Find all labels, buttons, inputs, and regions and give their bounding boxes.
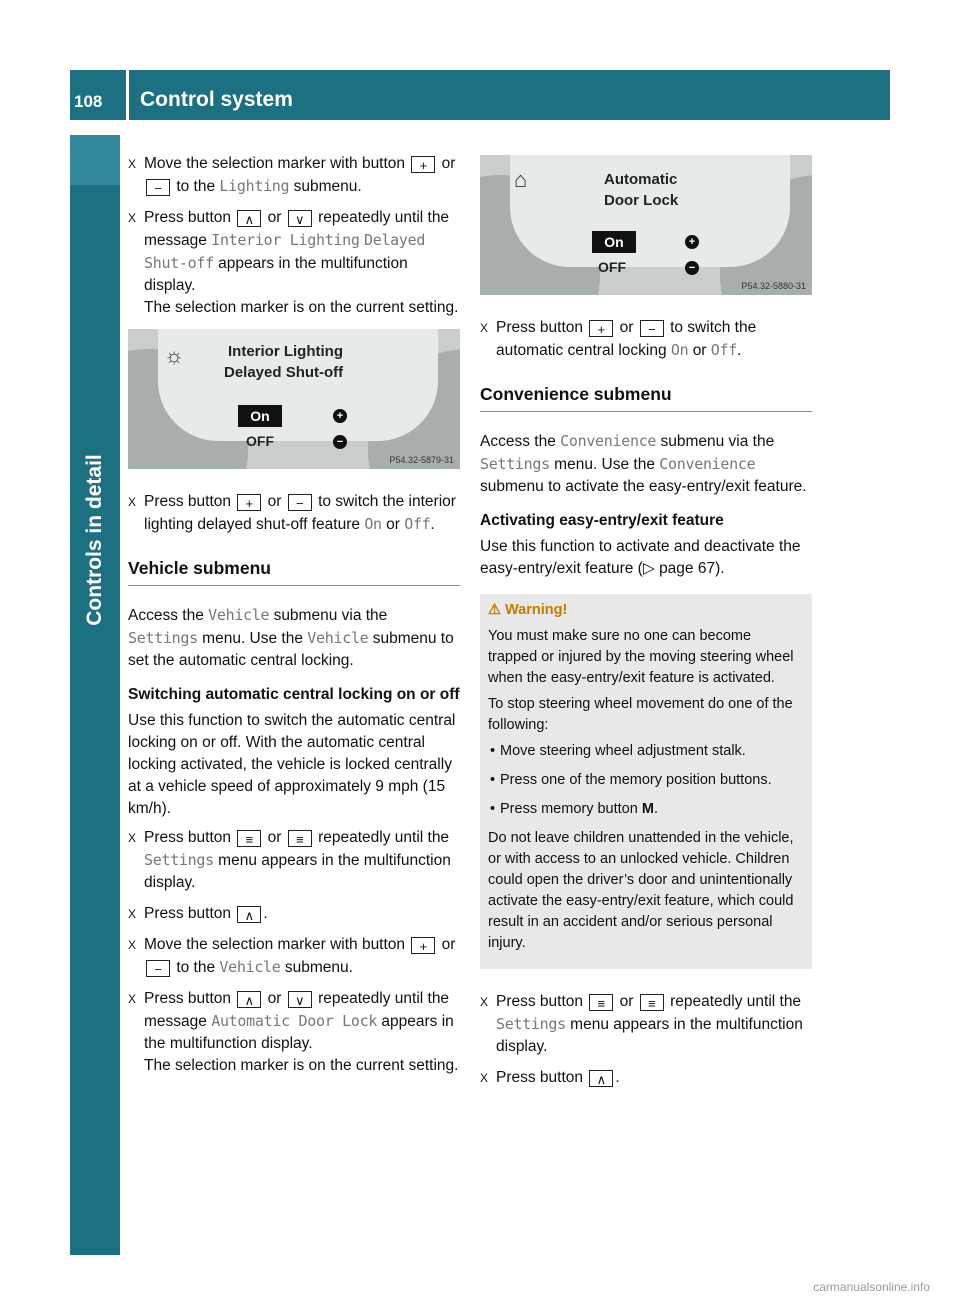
- step: X Press button ∧ or ∨ repeatedly until the message Automatic Door Lock appears in the multifunction display. The selection marker is on the current setting.: [128, 990, 459, 1074]
- code-text: Lighting: [219, 177, 290, 195]
- display-plus-icon: +: [685, 235, 699, 249]
- step-marker-icon: X: [480, 321, 489, 335]
- warning-bullet: • Press memory button M.: [488, 799, 804, 820]
- display-line-1: Automatic: [604, 171, 678, 188]
- subheading: Activating easy-entry/exit feature: [480, 512, 724, 529]
- code-text: Off: [404, 515, 431, 533]
- menu-left-button-icon: ≡: [589, 994, 613, 1011]
- display-plus-icon: +: [333, 409, 347, 423]
- down-button-icon: ∨: [288, 210, 312, 227]
- step: X Press button ∧ or ∨ repeatedly until the message Interior Lighting Delayed Shut-off appears in the multifunction display. The selection marker is on the current setting.: [128, 209, 459, 316]
- warning-bullet: • Press one of the memory position buttons.: [488, 770, 804, 791]
- image-reference: P54.32-5880-31: [741, 281, 806, 291]
- down-button-icon: ∨: [288, 991, 312, 1008]
- menu-left-button-icon: ≡: [237, 830, 261, 847]
- footer-watermark: carmanualsonline.info: [813, 1280, 930, 1294]
- up-button-icon: ∧: [237, 906, 261, 923]
- side-tab: [70, 135, 120, 1255]
- step: X Move the selection marker with button + or − to the Vehicle submenu.: [128, 936, 456, 977]
- step: X Press button ∧ .: [480, 1069, 620, 1087]
- page-ref-arrow-icon: ▷: [642, 560, 655, 577]
- code-text: Vehicle: [208, 606, 270, 624]
- warning-paragraph: To stop steering wheel movement do one of the following:: [488, 696, 793, 733]
- display-minus-icon: −: [333, 435, 347, 449]
- menu-right-button-icon: ≡: [288, 830, 312, 847]
- step-marker-icon: X: [128, 495, 137, 509]
- warning-box: [480, 594, 812, 969]
- code-text: Interior Lighting: [211, 231, 360, 249]
- minus-button-icon: −: [146, 960, 170, 977]
- code-text: Off: [710, 341, 737, 359]
- display-off-option: OFF: [246, 433, 274, 449]
- step-marker-icon: X: [128, 992, 137, 1006]
- step-marker-icon: X: [480, 995, 489, 1009]
- plus-button-icon: +: [589, 320, 613, 337]
- step-marker-icon: X: [128, 211, 137, 225]
- code-text: Vehicle: [219, 958, 281, 976]
- minus-button-icon: −: [288, 494, 312, 511]
- warning-title: ⚠ Warning!: [488, 602, 568, 618]
- step: X Press button ∧ .: [128, 905, 268, 923]
- menu-right-button-icon: ≡: [640, 994, 664, 1011]
- code-text: Delayed Shut-off: [144, 231, 426, 272]
- side-tab-label: Controls in detail: [83, 454, 106, 626]
- display-line-1: Interior Lighting: [228, 343, 343, 360]
- code-text: Settings: [480, 455, 550, 473]
- plus-button-icon: +: [237, 494, 261, 511]
- section-heading-convenience: Convenience submenu: [480, 384, 812, 412]
- up-button-icon: ∧: [237, 991, 261, 1008]
- display-minus-icon: −: [685, 261, 699, 275]
- display-line-2: Door Lock: [604, 192, 679, 209]
- code-text: Settings: [128, 629, 198, 647]
- memory-button-label: M: [641, 801, 654, 817]
- page-reference-link[interactable]: page 67).: [659, 560, 725, 577]
- step-marker-icon: X: [128, 157, 137, 171]
- display-on-option: On: [592, 231, 636, 253]
- minus-button-icon: −: [640, 320, 664, 337]
- warning-paragraph: You must make sure no one can become trapped or injured by the moving steering wheel when the easy-entry/exit feature is activated.: [488, 628, 794, 686]
- up-button-icon: ∧: [237, 210, 261, 227]
- paragraph: Access the Vehicle submenu via the Settings menu. Use the Vehicle submenu to set the automatic central locking.: [128, 606, 454, 669]
- paragraph: Access the Convenience submenu via the Settings menu. Use the Convenience submenu to activate the easy-entry/exit feature.: [480, 432, 807, 495]
- display-line-2: Delayed Shut-off: [224, 364, 344, 381]
- subheading: Switching automatic central locking on or off: [128, 686, 460, 703]
- plus-button-icon: +: [411, 156, 435, 173]
- code-text: Automatic Door Lock: [211, 1012, 378, 1030]
- warning-paragraph: Do not leave children unattended in the vehicle, or with access to an unlocked vehicle. Children could open the driver’s door and unintentionally activate the easy-entry/exit feature, which could result in an accident and/or serious personal injury.: [488, 830, 794, 951]
- paragraph: Use this function to activate and deactivate the easy-entry/exit feature (▷ page 67).: [480, 538, 801, 577]
- image-reference: P54.32-5879-31: [389, 455, 454, 465]
- display-image-interior-lighting: [128, 329, 460, 469]
- section-heading-vehicle: Vehicle submenu: [128, 558, 460, 586]
- step-marker-icon: X: [128, 938, 137, 952]
- step: X Press button + or − to switch the interior lighting delayed shut-off feature On or Off.: [128, 493, 456, 533]
- step: X Move the selection marker with button + or − to the Lighting submenu.: [128, 155, 456, 196]
- light-icon: ☼: [164, 343, 185, 368]
- right-column: [480, 153, 812, 1098]
- code-text: On: [670, 341, 689, 359]
- step: X Press button ≡ or ≡ repeatedly until the Settings menu appears in the multifunction display.: [128, 829, 451, 891]
- step: X Press button ≡ or ≡ repeatedly until the Settings menu appears in the multifunction display.: [480, 993, 803, 1055]
- side-tab-marker: [70, 135, 120, 185]
- display-image-door-lock: [480, 155, 812, 295]
- code-text: On: [364, 515, 382, 533]
- up-button-icon: ∧: [589, 1070, 613, 1087]
- step: X Press button + or − to switch the automatic central locking On or Off.: [480, 319, 757, 359]
- display-on-option: On: [238, 405, 282, 427]
- header-separator: [126, 70, 129, 120]
- code-text: Settings: [144, 851, 214, 869]
- minus-button-icon: −: [146, 179, 170, 196]
- warning-bullet: • Move steering wheel adjustment stalk.: [488, 741, 804, 762]
- step-marker-icon: X: [128, 831, 137, 845]
- step-marker-icon: X: [128, 907, 137, 921]
- page-number: 108: [74, 92, 103, 111]
- page-title: Control system: [140, 88, 293, 111]
- warning-icon: ⚠: [488, 602, 501, 618]
- code-text: Vehicle: [307, 629, 369, 647]
- plus-button-icon: +: [411, 937, 435, 954]
- paragraph: Use this function to switch the automatic central locking on or off. With the automatic central locking activated, the vehicle is locked centrally at a vehicle speed of approximately 9 mph (15 km/h).: [128, 712, 456, 817]
- step-marker-icon: X: [480, 1071, 489, 1085]
- code-text: Settings: [496, 1015, 566, 1033]
- display-off-option: OFF: [598, 259, 626, 275]
- code-text: Convenience: [659, 455, 756, 473]
- code-text: Convenience: [560, 432, 657, 450]
- car-lock-icon: ⌂: [514, 167, 528, 192]
- left-column: [128, 153, 460, 1086]
